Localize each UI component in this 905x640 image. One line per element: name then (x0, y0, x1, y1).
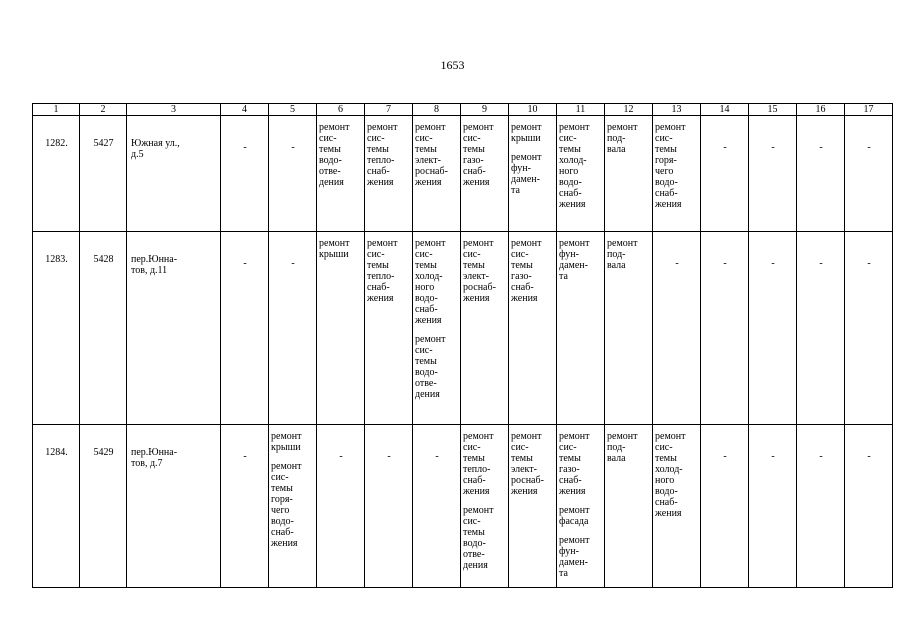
work-entry-line: сис- (271, 472, 289, 483)
work-entry-line: водо- (415, 293, 438, 304)
work-entry (607, 122, 651, 155)
dash-mark: - (771, 258, 775, 269)
work-entry (463, 122, 507, 188)
building-code-cell (80, 425, 127, 588)
work-entry-line: ремонт (559, 238, 590, 249)
work-entry (463, 505, 507, 571)
header-row (33, 104, 893, 116)
work-cell (317, 232, 365, 425)
work-entry-line: горя- (655, 155, 677, 166)
work-entry (511, 122, 555, 144)
work-entry (271, 431, 315, 453)
work-entry-line: вала (607, 260, 626, 271)
work-cell (653, 116, 701, 232)
work-entry-line: ремонт (511, 152, 542, 163)
work-entry-line: холод- (415, 271, 443, 282)
dash-mark: - (819, 142, 823, 153)
work-cell (653, 425, 701, 588)
work-entry-line: темы (655, 144, 677, 155)
address-line: пер.Юнна- (131, 447, 178, 458)
work-entry-line: снаб- (559, 188, 582, 199)
column-header: 8 (413, 104, 461, 116)
work-entry-line: снаб- (367, 282, 390, 293)
address-cell (127, 232, 221, 425)
column-header: 15 (749, 104, 797, 116)
building-code-cell (80, 116, 127, 232)
work-entry-line: ремонт (559, 535, 590, 546)
column-header: 17 (845, 104, 893, 116)
work-entry-line: ремонт (559, 122, 590, 133)
work-cell-empty (701, 232, 749, 425)
work-entry-line: крыши (319, 249, 349, 260)
work-entry-line: ремонт (655, 431, 686, 442)
table-row (33, 232, 893, 425)
work-entry-line: элект- (463, 271, 489, 282)
work-entry-line: ремонт (511, 238, 542, 249)
work-entry-line: темы (655, 453, 677, 464)
work-cell-empty (269, 232, 317, 425)
work-cell-empty (413, 425, 461, 588)
dash-mark: - (243, 451, 247, 462)
work-entry-line: элект- (415, 155, 441, 166)
work-cell-empty (749, 116, 797, 232)
work-entry (655, 122, 699, 210)
column-header: 10 (509, 104, 557, 116)
work-entry-line: жения (415, 315, 442, 326)
work-entry-line: сис- (463, 249, 481, 260)
work-cell (605, 116, 653, 232)
work-entry-line: снаб- (655, 188, 678, 199)
column-header: 11 (557, 104, 605, 116)
column-header: 4 (221, 104, 269, 116)
work-cell (509, 116, 557, 232)
work-entry-line: та (559, 271, 568, 282)
address-line: Южная ул., (131, 138, 180, 149)
work-cell (269, 425, 317, 588)
work-cell (509, 425, 557, 588)
work-entry-line: ремонт (463, 122, 494, 133)
work-entry-line: сис- (463, 442, 481, 453)
building-code-cell (80, 232, 127, 425)
work-entry-line: ремонт (319, 238, 350, 249)
work-entry-line: дамен- (559, 557, 588, 568)
work-entry (511, 152, 555, 196)
dash-mark: - (867, 258, 871, 269)
work-entry-line: водо- (655, 177, 678, 188)
work-cell-empty (365, 425, 413, 588)
work-entry (463, 238, 507, 304)
work-entry-line: отве- (463, 549, 485, 560)
dash-mark: - (819, 451, 823, 462)
work-entry-line: крыши (511, 133, 541, 144)
work-entry-line: темы (463, 144, 485, 155)
dash-mark: - (243, 258, 247, 269)
work-entry-line: вала (607, 453, 626, 464)
work-entry-line: сис- (415, 133, 433, 144)
work-entry (511, 431, 555, 497)
work-entry-line: ного (655, 475, 675, 486)
dash-mark: - (291, 142, 295, 153)
dash-mark: - (291, 258, 295, 269)
work-entry-line: темы (463, 260, 485, 271)
work-entry-line: дамен- (511, 174, 540, 185)
building-code: 5427 (93, 138, 114, 149)
work-cell-empty (797, 425, 845, 588)
column-header: 7 (365, 104, 413, 116)
work-entry-line: жения (511, 293, 538, 304)
work-entry-line: снаб- (655, 497, 678, 508)
work-entry-line: дения (319, 177, 344, 188)
column-header: 2 (80, 104, 127, 116)
work-cell (605, 425, 653, 588)
work-cell-empty (845, 425, 893, 588)
dash-mark: - (771, 451, 775, 462)
work-entry-line: ремонт (559, 431, 590, 442)
work-entry-line: водо- (463, 538, 486, 549)
work-entry-line: ремонт (367, 238, 398, 249)
work-entry-line: снаб- (367, 166, 390, 177)
work-entry-line: тепло- (367, 155, 395, 166)
work-entry-line: сис- (367, 133, 385, 144)
work-entry-line: сис- (655, 133, 673, 144)
work-entry (655, 431, 699, 519)
work-entry-line: снаб- (559, 475, 582, 486)
work-entry-line: темы (271, 483, 293, 494)
dash-mark: - (387, 451, 391, 462)
column-header: 13 (653, 104, 701, 116)
work-entry-line: темы (463, 453, 485, 464)
work-entry-line: ремонт (511, 431, 542, 442)
work-entry-line: отве- (415, 378, 437, 389)
work-entry-line: ремонт (607, 122, 638, 133)
work-entry-line: сис- (367, 249, 385, 260)
work-entry-line: темы (511, 453, 533, 464)
work-entry-line: снаб- (415, 304, 438, 315)
work-entry-line: сис- (463, 516, 481, 527)
work-entry (367, 238, 411, 304)
work-entry-line: сис- (415, 345, 433, 356)
work-entry-line: темы (415, 260, 437, 271)
dash-mark: - (723, 142, 727, 153)
work-entry-line: темы (559, 453, 581, 464)
work-entry-line: ремонт (271, 431, 302, 442)
work-entry (319, 122, 363, 188)
work-cell-empty (653, 232, 701, 425)
work-entry-line: водо- (319, 155, 342, 166)
work-entry-line: жения (271, 538, 298, 549)
work-entry-line: ремонт (607, 431, 638, 442)
work-entry-line: ремонт (655, 122, 686, 133)
work-entry-line: сис- (559, 133, 577, 144)
work-entry-line: снаб- (463, 475, 486, 486)
work-entry-line: ремонт (607, 238, 638, 249)
work-entry-line: темы (415, 144, 437, 155)
work-cell-empty (701, 116, 749, 232)
work-entry (559, 431, 603, 497)
work-cell-empty (749, 232, 797, 425)
work-entry-line: сис- (511, 249, 529, 260)
work-entry-line: тепло- (367, 271, 395, 282)
work-entry-line: фун- (559, 546, 579, 557)
row-number: 1282. (45, 138, 68, 149)
work-cell-empty (221, 425, 269, 588)
address-cell (127, 425, 221, 588)
building-code: 5428 (93, 254, 114, 265)
address-line: тов, д.11 (131, 265, 168, 276)
work-entry-line: жения (463, 177, 490, 188)
work-cell (365, 116, 413, 232)
work-entry (559, 535, 603, 579)
work-entry-line: та (559, 568, 568, 579)
work-entry (367, 122, 411, 188)
work-entry-line: темы (367, 144, 389, 155)
work-entry-line: ного (415, 282, 435, 293)
column-header: 14 (701, 104, 749, 116)
dash-mark: - (339, 451, 343, 462)
work-entry-line: дамен- (559, 260, 588, 271)
column-header: 5 (269, 104, 317, 116)
work-entry (559, 238, 603, 282)
work-entry-line: крыши (271, 442, 301, 453)
building-code: 5429 (93, 447, 114, 458)
work-entry-line: темы (463, 527, 485, 538)
work-entry-line: жения (463, 486, 490, 497)
work-entry (559, 505, 603, 527)
work-entry-line: дения (415, 389, 440, 400)
column-header: 9 (461, 104, 509, 116)
dash-mark: - (723, 258, 727, 269)
work-entry-line: водо- (655, 486, 678, 497)
work-entry-line: жения (655, 508, 682, 519)
row-number: 1284. (45, 447, 68, 458)
work-entry-line: жения (559, 486, 586, 497)
work-cell-empty (701, 425, 749, 588)
work-entry-line: темы (511, 260, 533, 271)
work-entry-line: холод- (559, 155, 587, 166)
work-entry-line: ремонт (463, 505, 494, 516)
work-entry-line: темы (559, 144, 581, 155)
work-cell (461, 425, 509, 588)
work-entry-line: ремонт (415, 334, 446, 345)
work-entry (559, 122, 603, 210)
column-header: 16 (797, 104, 845, 116)
work-cell (317, 116, 365, 232)
address-line: тов, д.7 (131, 458, 163, 469)
work-cell (461, 116, 509, 232)
dash-mark: - (819, 258, 823, 269)
work-entry-line: чего (655, 166, 674, 177)
table-row (33, 425, 893, 588)
work-entry-line: элект- (511, 464, 537, 475)
work-entry-line: темы (415, 356, 437, 367)
column-header: 1 (33, 104, 80, 116)
column-header: 3 (127, 104, 221, 116)
work-cell-empty (221, 116, 269, 232)
work-entry-line: роснаб- (511, 475, 544, 486)
row-number-cell (33, 425, 80, 588)
column-header: 6 (317, 104, 365, 116)
work-entry (607, 431, 651, 464)
work-cell-empty (845, 116, 893, 232)
work-entry-line: жения (367, 293, 394, 304)
work-entry-line: ремонт (415, 238, 446, 249)
work-cell (461, 232, 509, 425)
work-entry-line: водо- (559, 177, 582, 188)
dash-mark: - (867, 451, 871, 462)
work-entry-line: под- (607, 442, 626, 453)
works-table (32, 103, 893, 588)
work-cell-empty (797, 116, 845, 232)
work-entry-line: газо- (463, 155, 484, 166)
work-entry-line: ремонт (367, 122, 398, 133)
work-entry-line: газо- (511, 271, 532, 282)
address-line: пер.Юнна- (131, 254, 178, 265)
work-entry-line: тепло- (463, 464, 491, 475)
table-row (33, 116, 893, 232)
work-entry-line: сис- (655, 442, 673, 453)
work-cell-empty (845, 232, 893, 425)
work-entry-line: ремонт (511, 122, 542, 133)
work-cell (509, 232, 557, 425)
work-entry-line: ремонт (463, 431, 494, 442)
work-cell-empty (317, 425, 365, 588)
work-entry-line: сис- (319, 133, 337, 144)
work-entry-line: ремонт (271, 461, 302, 472)
work-cell (557, 232, 605, 425)
dash-mark: - (675, 258, 679, 269)
work-entry-line: та (511, 185, 520, 196)
work-cell (413, 116, 461, 232)
work-cell (557, 425, 605, 588)
work-entry-line: фасада (559, 516, 589, 527)
work-entry-line: фун- (559, 249, 579, 260)
row-number-cell (33, 232, 80, 425)
work-entry (415, 238, 459, 326)
work-entry-line: жения (559, 199, 586, 210)
work-entry-line: горя- (271, 494, 293, 505)
work-entry-line: дения (463, 560, 488, 571)
work-entry-line: ремонт (559, 505, 590, 516)
work-entry-line: жения (463, 293, 490, 304)
dash-mark: - (435, 451, 439, 462)
address-cell (127, 116, 221, 232)
work-entry (319, 238, 363, 260)
dash-mark: - (867, 142, 871, 153)
work-entry-line: фун- (511, 163, 531, 174)
work-entry-line: вала (607, 144, 626, 155)
work-entry-line: жения (367, 177, 394, 188)
work-entry-line: роснаб- (415, 166, 448, 177)
row-number-cell (33, 116, 80, 232)
work-entry-line: отве- (319, 166, 341, 177)
work-entry (511, 238, 555, 304)
dash-mark: - (771, 142, 775, 153)
work-entry-line: водо- (271, 516, 294, 527)
column-header: 12 (605, 104, 653, 116)
work-entry-line: чего (271, 505, 290, 516)
work-entry-line: темы (319, 144, 341, 155)
work-entry-line: газо- (559, 464, 580, 475)
work-entry-line: ремонт (463, 238, 494, 249)
work-entry (607, 238, 651, 271)
address-line: д.5 (131, 149, 144, 160)
work-entry-line: ного (559, 166, 579, 177)
work-cell-empty (749, 425, 797, 588)
work-entry-line: под- (607, 249, 626, 260)
work-entry-line: снаб- (271, 527, 294, 538)
work-cell (605, 232, 653, 425)
work-entry-line: темы (367, 260, 389, 271)
work-entry-line: сис- (559, 442, 577, 453)
work-cell (557, 116, 605, 232)
work-entry-line: сис- (463, 133, 481, 144)
work-entry-line: снаб- (511, 282, 534, 293)
work-entry-line: водо- (415, 367, 438, 378)
work-entry-line: под- (607, 133, 626, 144)
row-number: 1283. (45, 254, 68, 265)
work-entry-line: ремонт (415, 122, 446, 133)
work-entry-line: ремонт (319, 122, 350, 133)
dash-mark: - (723, 451, 727, 462)
work-entry-line: сис- (415, 249, 433, 260)
work-entry-line: снаб- (463, 166, 486, 177)
work-cell (365, 232, 413, 425)
work-entry (415, 122, 459, 188)
work-entry (463, 431, 507, 497)
work-entry (415, 334, 459, 400)
work-entry-line: сис- (511, 442, 529, 453)
work-entry (271, 461, 315, 549)
work-cell (413, 232, 461, 425)
work-entry-line: жения (415, 177, 442, 188)
work-entry-line: роснаб- (463, 282, 496, 293)
page-number: 1653 (440, 58, 465, 72)
dash-mark: - (243, 142, 247, 153)
work-cell-empty (269, 116, 317, 232)
work-cell-empty (797, 232, 845, 425)
work-entry-line: жения (511, 486, 538, 497)
work-entry-line: холод- (655, 464, 683, 475)
work-cell-empty (221, 232, 269, 425)
work-entry-line: жения (655, 199, 682, 210)
